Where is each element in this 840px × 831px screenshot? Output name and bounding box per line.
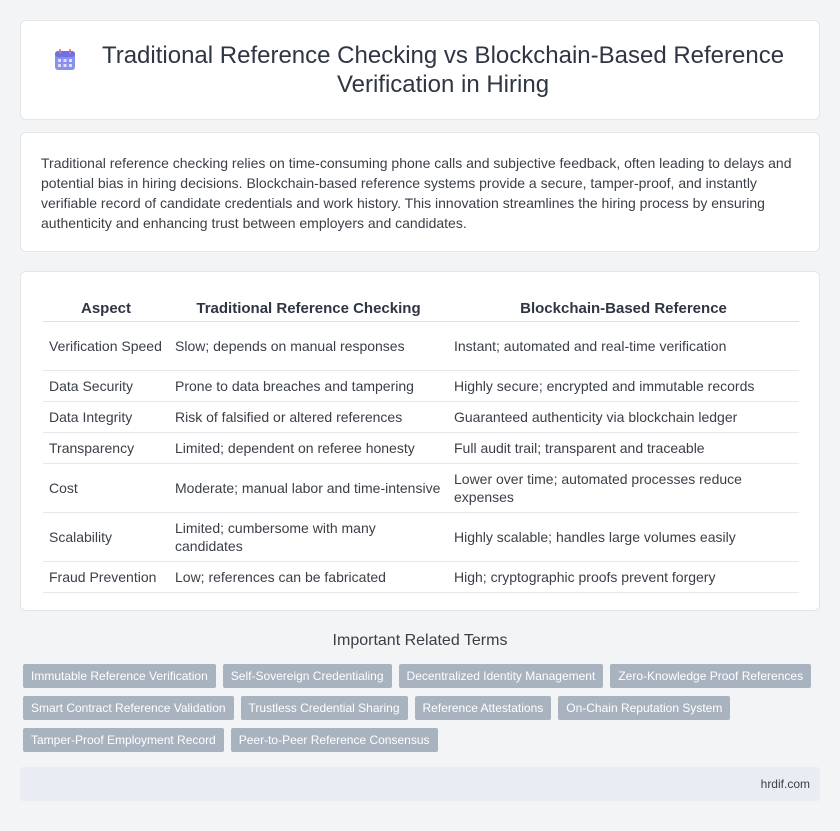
- header-blockchain: Blockchain-Based Reference: [448, 296, 799, 322]
- calendar-icon: [52, 47, 78, 73]
- term-tag[interactable]: Peer-to-Peer Reference Consensus: [231, 728, 438, 752]
- table-cell: Lower over time; automated processes reduce expenses: [448, 464, 799, 513]
- term-tag[interactable]: Reference Attestations: [415, 696, 552, 720]
- table-row: [43, 464, 799, 513]
- footer-site[interactable]: hrdif.com: [760, 777, 810, 791]
- header-card: [20, 20, 820, 120]
- comparison-table: [43, 296, 799, 593]
- term-tag[interactable]: Tamper-Proof Employment Record: [23, 728, 224, 752]
- table-cell: Cost: [43, 464, 169, 513]
- table-cell: Limited; cumbersome with many candidates: [169, 513, 448, 562]
- table-cell: Transparency: [43, 433, 169, 464]
- term-tag[interactable]: Decentralized Identity Management: [399, 664, 604, 688]
- table-cell: Guaranteed authenticity via blockchain ledger: [448, 402, 799, 433]
- table-row: [43, 371, 799, 402]
- term-tag[interactable]: Zero-Knowledge Proof References: [610, 664, 811, 688]
- table-cell: Risk of falsified or altered references: [169, 402, 448, 433]
- term-tag[interactable]: Immutable Reference Verification: [23, 664, 216, 688]
- table-cell: Verification Speed: [43, 322, 169, 371]
- table-cell: Highly scalable; handles large volumes easily: [448, 513, 799, 562]
- table-header-row: [43, 296, 799, 322]
- table-cell: Instant; automated and real-time verification: [448, 322, 799, 371]
- intro-card: [20, 132, 820, 252]
- table-cell: Limited; dependent on referee honesty: [169, 433, 448, 464]
- table-cell: Full audit trail; transparent and traceable: [448, 433, 799, 464]
- table-cell: Prone to data breaches and tampering: [169, 371, 448, 402]
- term-tag[interactable]: Trustless Credential Sharing: [241, 696, 408, 720]
- header-traditional: Traditional Reference Checking: [169, 296, 448, 322]
- table-cell: Scalability: [43, 513, 169, 562]
- comparison-card: [20, 271, 820, 611]
- table-cell: Data Security: [43, 371, 169, 402]
- term-tag[interactable]: Smart Contract Reference Validation: [23, 696, 234, 720]
- table-cell: Slow; depends on manual responses: [169, 322, 448, 371]
- header-aspect: Aspect: [43, 296, 169, 322]
- table-row: [43, 402, 799, 433]
- table-cell: Data Integrity: [43, 402, 169, 433]
- table-cell: Highly secure; encrypted and immutable records: [448, 371, 799, 402]
- term-tag[interactable]: Self-Sovereign Credentialing: [223, 664, 392, 688]
- footer: [20, 767, 820, 801]
- intro-paragraph: Traditional reference checking relies on time-consuming phone calls and subjective feedback, often leading to delays and potential bias in hiring decisions. Blockchain-based reference systems provide a secure, tamper-proof, and instantly verifiable record of candidate credentials and work history. This innovation streamlines the hiring process by ensuring authenticity and enhancing trust between employers and candidates.: [41, 155, 792, 231]
- page-title: Traditional Reference Checking vs Blockchain-Based Reference Verification in Hiring: [101, 42, 785, 98]
- table-row: [43, 513, 799, 562]
- term-tag[interactable]: On-Chain Reputation System: [558, 696, 730, 720]
- related-terms-list: [23, 664, 823, 760]
- related-terms-title: Important Related Terms: [332, 632, 508, 649]
- table-cell: Moderate; manual labor and time-intensive: [169, 464, 448, 513]
- table-cell: High; cryptographic proofs prevent forgery: [448, 562, 799, 593]
- table-cell: Low; references can be fabricated: [169, 562, 448, 593]
- table-row: [43, 562, 799, 593]
- table-row: [43, 322, 799, 371]
- table-cell: Fraud Prevention: [43, 562, 169, 593]
- table-row: [43, 433, 799, 464]
